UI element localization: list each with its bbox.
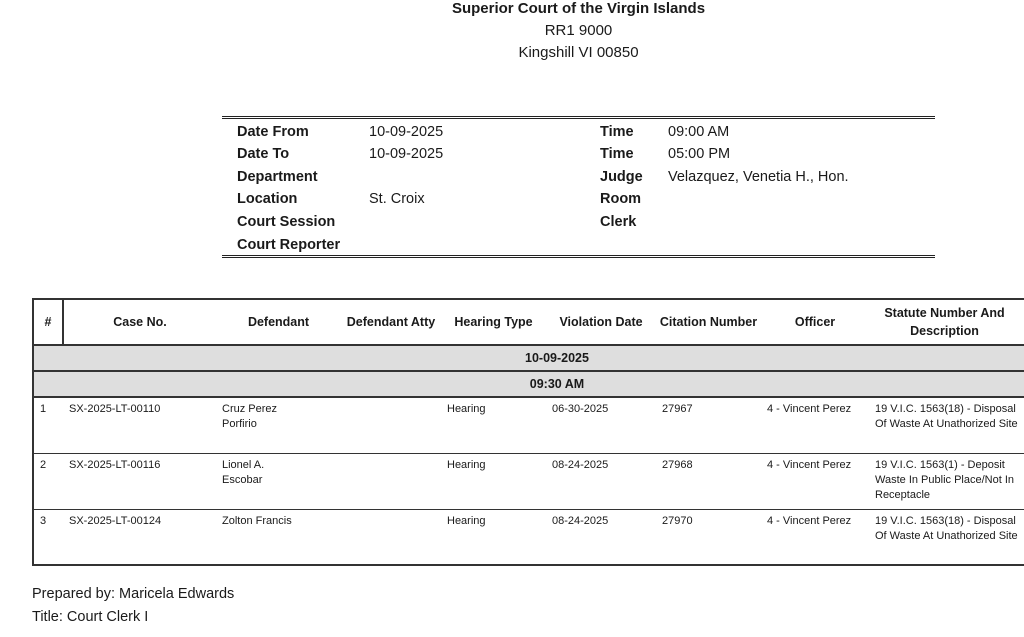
statute-cell: 19 V.I.C. 1563(18) - Disposal Of Waste At Unathorized Site bbox=[869, 509, 1024, 565]
row-number-cell: 2 bbox=[33, 453, 63, 509]
statute-cell: 19 V.I.C. 1563(18) - Disposal Of Waste At Unathorized Site bbox=[869, 397, 1024, 453]
citation-number-cell: 27970 bbox=[656, 509, 761, 565]
date-to-label: Date To bbox=[237, 146, 290, 162]
col-officer: Officer bbox=[761, 299, 869, 345]
case-number-cell: SX-2025-LT-00110 bbox=[63, 397, 216, 453]
time-start-label: Time bbox=[600, 124, 634, 140]
row-number-cell: 1 bbox=[33, 397, 63, 453]
clerk-label: Clerk bbox=[600, 214, 637, 230]
col-statute: Statute Number And Description bbox=[869, 299, 1024, 345]
col-case-no: Case No. bbox=[63, 299, 216, 345]
col-defendant-atty: Defendant Atty bbox=[341, 299, 441, 345]
hearing-type-cell: Hearing bbox=[441, 397, 546, 453]
preparer-title: Title: Court Clerk I bbox=[32, 609, 149, 625]
defendant-atty-cell bbox=[341, 509, 441, 565]
case-number-cell: SX-2025-LT-00124 bbox=[63, 509, 216, 565]
col-number: # bbox=[33, 299, 63, 345]
court-name: Superior Court of the Virgin Islands bbox=[451, 0, 706, 17]
defendant-atty-cell bbox=[341, 397, 441, 453]
violation-date-cell: 08-24-2025 bbox=[546, 453, 656, 509]
violation-date-cell: 08-24-2025 bbox=[546, 509, 656, 565]
judge-label: Judge bbox=[600, 169, 643, 185]
date-from-value: 10-09-2025 bbox=[369, 124, 444, 140]
table-row bbox=[33, 509, 1024, 565]
col-hearing-type: Hearing Type bbox=[441, 299, 546, 345]
col-violation-date: Violation Date bbox=[546, 299, 656, 345]
citation-number-cell: 27968 bbox=[656, 453, 761, 509]
defendant-cell: Cruz Perez Porfirio bbox=[216, 397, 341, 453]
time-end-label: Time bbox=[600, 146, 634, 162]
date-to-value: 10-09-2025 bbox=[369, 146, 444, 162]
room-label: Room bbox=[600, 191, 642, 207]
prepared-by: Prepared by: Maricela Edwards bbox=[32, 586, 235, 602]
session-info bbox=[222, 116, 935, 258]
col-defendant: Defendant bbox=[216, 299, 341, 345]
statute-cell: 19 V.I.C. 1563(1) - Deposit Waste In Public Place/Not In Receptacle bbox=[869, 453, 1024, 509]
date-from-label: Date From bbox=[237, 124, 309, 140]
time-group-row: 09:30 AM bbox=[33, 371, 1024, 397]
department-label: Department bbox=[237, 169, 318, 185]
hearing-table bbox=[32, 298, 1024, 566]
table-row bbox=[33, 397, 1024, 453]
defendant-atty-cell bbox=[341, 453, 441, 509]
defendant-cell: Zolton Francis bbox=[216, 509, 341, 565]
col-citation-number: Citation Number bbox=[656, 299, 761, 345]
time-end-value: 05:00 PM bbox=[668, 146, 731, 162]
row-number-cell: 3 bbox=[33, 509, 63, 565]
judge-value: Velazquez, Venetia H., Hon. bbox=[668, 169, 849, 185]
court-session-label: Court Session bbox=[237, 214, 336, 230]
location-value: St. Croix bbox=[369, 191, 425, 207]
date-group-row: 10-09-2025 bbox=[33, 345, 1024, 371]
table-row bbox=[33, 453, 1024, 509]
time-start-value: 09:00 AM bbox=[668, 124, 730, 140]
officer-cell: 4 - Vincent Perez bbox=[761, 397, 869, 453]
case-number-cell: SX-2025-LT-00116 bbox=[63, 453, 216, 509]
violation-date-cell: 06-30-2025 bbox=[546, 397, 656, 453]
defendant-cell: Lionel A. Escobar bbox=[216, 453, 341, 509]
court-address-line1: RR1 9000 bbox=[544, 22, 613, 39]
court-address-line2: Kingshill VI 00850 bbox=[518, 44, 639, 61]
hearing-type-cell: Hearing bbox=[441, 453, 546, 509]
officer-cell: 4 - Vincent Perez bbox=[761, 453, 869, 509]
hearing-type-cell: Hearing bbox=[441, 509, 546, 565]
court-reporter-label: Court Reporter bbox=[237, 237, 341, 253]
citation-number-cell: 27967 bbox=[656, 397, 761, 453]
officer-cell: 4 - Vincent Perez bbox=[761, 509, 869, 565]
location-label: Location bbox=[237, 191, 298, 207]
